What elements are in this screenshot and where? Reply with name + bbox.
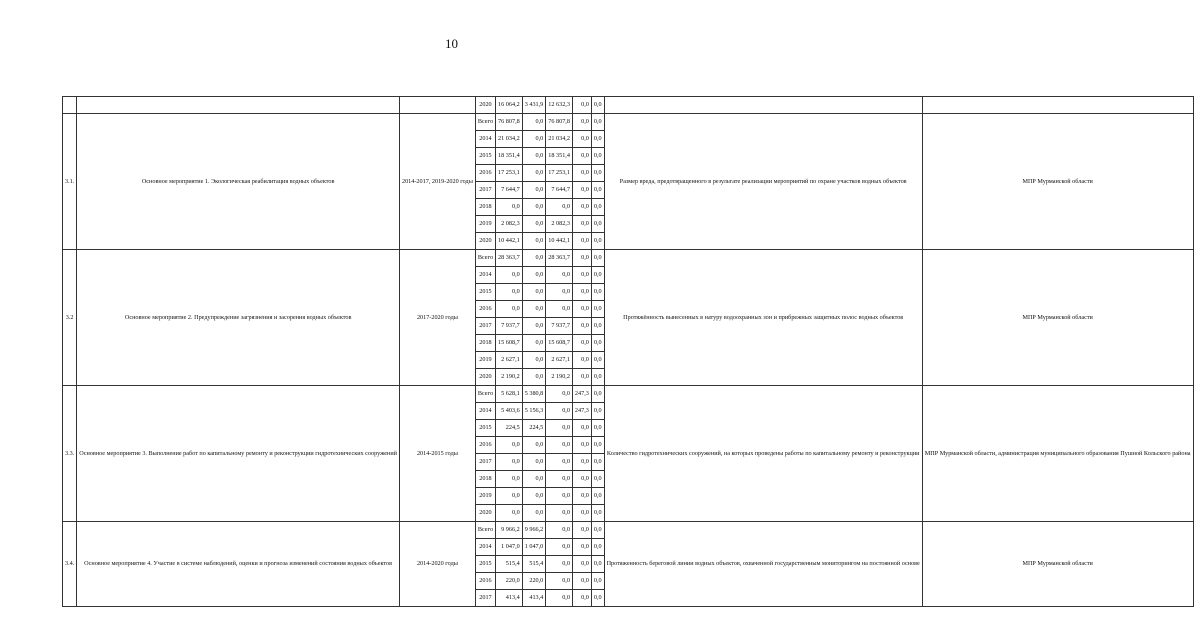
amount-cell: 0,0 bbox=[572, 352, 591, 369]
amount-cell: 0,0 bbox=[522, 250, 546, 267]
amount-cell: 0,0 bbox=[546, 590, 573, 607]
amount-cell: 5 380,8 bbox=[522, 386, 546, 403]
amount-cell: 515,4 bbox=[522, 556, 546, 573]
amount-cell: 17 253,1 bbox=[546, 165, 573, 182]
amount-cell: 7 644,7 bbox=[546, 182, 573, 199]
amount-cell: 0,0 bbox=[591, 403, 604, 420]
amount-cell: 15 608,7 bbox=[496, 335, 523, 352]
amount-cell: 7 937,7 bbox=[546, 318, 573, 335]
amount-cell: 0,0 bbox=[522, 318, 546, 335]
amount-cell: 0,0 bbox=[591, 420, 604, 437]
year-cell: 2018 bbox=[475, 471, 495, 488]
amount-cell: 0,0 bbox=[496, 267, 523, 284]
amount-cell: 0,0 bbox=[591, 301, 604, 318]
activity-name-cell: Основное мероприятие 3. Выполнение работ по капитальному ремонту и реконструкции гидротехнических сооружений bbox=[77, 386, 400, 522]
table-row bbox=[63, 522, 1194, 539]
amount-cell: 0,0 bbox=[522, 114, 546, 131]
year-cell: 2018 bbox=[475, 199, 495, 216]
period-cell: 2014-2015 годы bbox=[399, 386, 475, 522]
year-cell: 2016 bbox=[475, 437, 495, 454]
amount-cell: 0,0 bbox=[572, 233, 591, 250]
amount-cell: 0,0 bbox=[522, 148, 546, 165]
amount-cell: 0,0 bbox=[522, 352, 546, 369]
amount-cell: 0,0 bbox=[496, 471, 523, 488]
year-cell: 2017 bbox=[475, 590, 495, 607]
amount-cell: 0,0 bbox=[546, 539, 573, 556]
amount-cell: 0,0 bbox=[522, 335, 546, 352]
amount-cell: 0,0 bbox=[546, 471, 573, 488]
amount-cell: 0,0 bbox=[591, 250, 604, 267]
amount-cell: 0,0 bbox=[591, 148, 604, 165]
amount-cell: 0,0 bbox=[572, 318, 591, 335]
year-cell: 2016 bbox=[475, 165, 495, 182]
section-number-cell: 3.1. bbox=[63, 114, 77, 250]
amount-cell: 0,0 bbox=[591, 539, 604, 556]
amount-cell: 224,5 bbox=[522, 420, 546, 437]
table-row bbox=[63, 250, 1194, 267]
year-cell: Всего bbox=[475, 386, 495, 403]
period-cell: 2014-2020 годы bbox=[399, 522, 475, 607]
amount-cell: 0,0 bbox=[591, 284, 604, 301]
year-cell: 2017 bbox=[475, 182, 495, 199]
amount-cell: 0,0 bbox=[522, 369, 546, 386]
amount-cell: 0,0 bbox=[591, 165, 604, 182]
amount-cell: 0,0 bbox=[591, 386, 604, 403]
amount-cell: 7 937,7 bbox=[496, 318, 523, 335]
amount-cell: 0,0 bbox=[546, 403, 573, 420]
amount-cell: 18 351,4 bbox=[496, 148, 523, 165]
year-cell: 2020 bbox=[475, 505, 495, 522]
year-cell: Всего bbox=[475, 114, 495, 131]
amount-cell: 1 047,0 bbox=[522, 539, 546, 556]
amount-cell: 5 403,6 bbox=[496, 403, 523, 420]
amount-cell: 0,0 bbox=[522, 505, 546, 522]
amount-cell: 0,0 bbox=[591, 454, 604, 471]
amount-cell: 0,0 bbox=[591, 233, 604, 250]
amount-cell: 0,0 bbox=[546, 386, 573, 403]
amount-cell: 15 608,7 bbox=[546, 335, 573, 352]
amount-cell: 0,0 bbox=[591, 318, 604, 335]
amount-cell: 7 644,7 bbox=[496, 182, 523, 199]
amount-cell: 0,0 bbox=[496, 505, 523, 522]
amount-cell: 2 627,1 bbox=[546, 352, 573, 369]
amount-cell: 0,0 bbox=[522, 233, 546, 250]
amount-cell: 0,0 bbox=[591, 97, 604, 114]
amount-cell: 0,0 bbox=[591, 471, 604, 488]
amount-cell: 0,0 bbox=[572, 148, 591, 165]
amount-cell: 0,0 bbox=[522, 284, 546, 301]
table-row bbox=[63, 386, 1194, 403]
section-number-cell: 3.4. bbox=[63, 522, 77, 607]
year-cell: 2019 bbox=[475, 216, 495, 233]
amount-cell: 76 807,8 bbox=[496, 114, 523, 131]
amount-cell: 0,0 bbox=[522, 216, 546, 233]
amount-cell: 0,0 bbox=[522, 165, 546, 182]
year-cell: 2020 bbox=[475, 97, 495, 114]
amount-cell: 18 351,4 bbox=[546, 148, 573, 165]
amount-cell: 0,0 bbox=[572, 97, 591, 114]
amount-cell: 9 966,2 bbox=[496, 522, 523, 539]
section-number-cell: 3.3. bbox=[63, 386, 77, 522]
amount-cell: 0,0 bbox=[572, 284, 591, 301]
amount-cell: 2 082,3 bbox=[546, 216, 573, 233]
responsible-cell: МПР Мурманской области bbox=[922, 114, 1193, 250]
indicator-cell: Размер вреда, предотвращенного в результате реализации мероприятий по охране участков водных объектов bbox=[604, 114, 922, 250]
year-cell: 2014 bbox=[475, 131, 495, 148]
amount-cell: 0,0 bbox=[591, 488, 604, 505]
amount-cell: 0,0 bbox=[572, 131, 591, 148]
amount-cell: 0,0 bbox=[572, 267, 591, 284]
amount-cell: 0,0 bbox=[572, 573, 591, 590]
amount-cell: 0,0 bbox=[591, 114, 604, 131]
blank-cell bbox=[604, 97, 922, 114]
amount-cell: 0,0 bbox=[522, 488, 546, 505]
amount-cell: 0,0 bbox=[546, 199, 573, 216]
amount-cell: 0,0 bbox=[546, 488, 573, 505]
period-cell: 2014-2017, 2019-2020 годы bbox=[399, 114, 475, 250]
amount-cell: 2 082,3 bbox=[496, 216, 523, 233]
amount-cell: 0,0 bbox=[522, 471, 546, 488]
amount-cell: 0,0 bbox=[591, 369, 604, 386]
amount-cell: 0,0 bbox=[572, 488, 591, 505]
amount-cell: 10 442,1 bbox=[546, 233, 573, 250]
blank-cell bbox=[77, 97, 400, 114]
year-cell: 2016 bbox=[475, 301, 495, 318]
year-cell: 2019 bbox=[475, 352, 495, 369]
amount-cell: 0,0 bbox=[572, 522, 591, 539]
amount-cell: 0,0 bbox=[591, 437, 604, 454]
activity-name-cell: Основное мероприятие 1. Экологическая реабилитация водных объектов bbox=[77, 114, 400, 250]
amount-cell: 3 431,9 bbox=[522, 97, 546, 114]
blank-cell bbox=[63, 97, 77, 114]
amount-cell: 0,0 bbox=[522, 454, 546, 471]
amount-cell: 0,0 bbox=[522, 301, 546, 318]
year-cell: 2014 bbox=[475, 403, 495, 420]
amount-cell: 0,0 bbox=[572, 420, 591, 437]
amount-cell: 0,0 bbox=[572, 250, 591, 267]
amount-cell: 0,0 bbox=[572, 301, 591, 318]
amount-cell: 0,0 bbox=[546, 284, 573, 301]
responsible-cell: МПР Мурманской области bbox=[922, 522, 1193, 607]
amount-cell: 0,0 bbox=[591, 590, 604, 607]
amount-cell: 9 966,2 bbox=[522, 522, 546, 539]
amount-cell: 0,0 bbox=[546, 573, 573, 590]
amount-cell: 0,0 bbox=[572, 590, 591, 607]
amount-cell: 5 628,1 bbox=[496, 386, 523, 403]
amount-cell: 0,0 bbox=[591, 573, 604, 590]
amount-cell: 2 190,2 bbox=[496, 369, 523, 386]
amount-cell: 0,0 bbox=[572, 199, 591, 216]
amount-cell: 0,0 bbox=[496, 454, 523, 471]
amount-cell: 0,0 bbox=[572, 471, 591, 488]
period-cell: 2017-2020 годы bbox=[399, 250, 475, 386]
amount-cell: 0,0 bbox=[572, 335, 591, 352]
amount-cell: 17 253,1 bbox=[496, 165, 523, 182]
amount-cell: 0,0 bbox=[572, 539, 591, 556]
amount-cell: 0,0 bbox=[572, 114, 591, 131]
amount-cell: 21 034,2 bbox=[546, 131, 573, 148]
amount-cell: 515,4 bbox=[496, 556, 523, 573]
amount-cell: 220,0 bbox=[522, 573, 546, 590]
year-cell: 2014 bbox=[475, 539, 495, 556]
activity-name-cell: Основное мероприятие 2. Предупреждение загрязнения и засорения водных объектов bbox=[77, 250, 400, 386]
year-cell: 2017 bbox=[475, 318, 495, 335]
responsible-cell: МПР Мурманской области, администрация муниципального образования Пушной Кольского района bbox=[922, 386, 1193, 522]
amount-cell: 0,0 bbox=[572, 437, 591, 454]
indicator-cell: Протяженность береговой линии водных объектов, охваченной государственным мониторингом на постоянной основе bbox=[604, 522, 922, 607]
year-cell: 2016 bbox=[475, 573, 495, 590]
blank-cell bbox=[922, 97, 1193, 114]
amount-cell: 0,0 bbox=[496, 488, 523, 505]
amount-cell: 0,0 bbox=[522, 267, 546, 284]
amount-cell: 0,0 bbox=[546, 267, 573, 284]
year-cell: 2019 bbox=[475, 488, 495, 505]
year-cell: 2015 bbox=[475, 284, 495, 301]
amount-cell: 0,0 bbox=[546, 301, 573, 318]
amount-cell: 21 034,2 bbox=[496, 131, 523, 148]
amount-cell: 0,0 bbox=[572, 165, 591, 182]
amount-cell: 0,0 bbox=[496, 437, 523, 454]
section-number-cell: 3.2 bbox=[63, 250, 77, 386]
amount-cell: 0,0 bbox=[572, 505, 591, 522]
amount-cell: 0,0 bbox=[591, 216, 604, 233]
year-cell: Всего bbox=[475, 522, 495, 539]
page-number: 10 bbox=[445, 36, 458, 51]
year-cell: 2015 bbox=[475, 556, 495, 573]
amount-cell: 0,0 bbox=[522, 182, 546, 199]
amount-cell: 0,0 bbox=[546, 522, 573, 539]
amount-cell: 10 442,1 bbox=[496, 233, 523, 250]
amount-cell: 12 632,3 bbox=[546, 97, 573, 114]
amount-cell: 28 363,7 bbox=[496, 250, 523, 267]
amount-cell: 0,0 bbox=[591, 182, 604, 199]
amount-cell: 0,0 bbox=[572, 556, 591, 573]
amount-cell: 0,0 bbox=[522, 199, 546, 216]
amount-cell: 247,3 bbox=[572, 403, 591, 420]
year-cell: Всего bbox=[475, 250, 495, 267]
amount-cell: 0,0 bbox=[496, 284, 523, 301]
amount-cell: 28 363,7 bbox=[546, 250, 573, 267]
blank-cell bbox=[399, 97, 475, 114]
indicator-cell: Количество гидротехнических сооружений, на которых проведены работы по капитальному ремонту и реконструкции bbox=[604, 386, 922, 522]
amount-cell: 224,5 bbox=[496, 420, 523, 437]
amount-cell: 0,0 bbox=[522, 437, 546, 454]
amount-cell: 2 627,1 bbox=[496, 352, 523, 369]
amount-cell: 0,0 bbox=[572, 369, 591, 386]
amount-cell: 0,0 bbox=[522, 131, 546, 148]
amount-cell: 1 047,0 bbox=[496, 539, 523, 556]
amount-cell: 0,0 bbox=[546, 454, 573, 471]
amount-cell: 0,0 bbox=[496, 301, 523, 318]
amount-cell: 247,3 bbox=[572, 386, 591, 403]
responsible-cell: МПР Мурманской области bbox=[922, 250, 1193, 386]
amount-cell: 0,0 bbox=[546, 420, 573, 437]
amount-cell: 220,0 bbox=[496, 573, 523, 590]
amount-cell: 0,0 bbox=[591, 522, 604, 539]
amount-cell: 0,0 bbox=[591, 199, 604, 216]
amount-cell: 76 807,8 bbox=[546, 114, 573, 131]
amount-cell: 0,0 bbox=[591, 267, 604, 284]
indicator-cell: Протяжённость вынесенных в натуру водоохранных зон и прибрежных защитных полос водных объектов bbox=[604, 250, 922, 386]
amount-cell: 413,4 bbox=[496, 590, 523, 607]
amount-cell: 0,0 bbox=[591, 335, 604, 352]
amount-cell: 0,0 bbox=[572, 216, 591, 233]
year-cell: 2018 bbox=[475, 335, 495, 352]
amount-cell: 413,4 bbox=[522, 590, 546, 607]
year-cell: 2020 bbox=[475, 233, 495, 250]
amount-cell: 0,0 bbox=[591, 131, 604, 148]
activity-name-cell: Основное мероприятие 4. Участие в системе наблюдений, оценки и прогноза изменений состояния водных объектов bbox=[77, 522, 400, 607]
table-row bbox=[63, 97, 1194, 114]
table-row bbox=[63, 114, 1194, 131]
amount-cell: 0,0 bbox=[572, 182, 591, 199]
amount-cell: 0,0 bbox=[496, 199, 523, 216]
year-cell: 2017 bbox=[475, 454, 495, 471]
amount-cell: 0,0 bbox=[546, 505, 573, 522]
amount-cell: 0,0 bbox=[591, 505, 604, 522]
year-cell: 2020 bbox=[475, 369, 495, 386]
amount-cell: 16 064,2 bbox=[496, 97, 523, 114]
year-cell: 2014 bbox=[475, 267, 495, 284]
program-table bbox=[62, 96, 1194, 607]
amount-cell: 5 156,3 bbox=[522, 403, 546, 420]
amount-cell: 0,0 bbox=[572, 454, 591, 471]
amount-cell: 0,0 bbox=[546, 556, 573, 573]
amount-cell: 0,0 bbox=[591, 556, 604, 573]
amount-cell: 0,0 bbox=[546, 437, 573, 454]
year-cell: 2015 bbox=[475, 148, 495, 165]
amount-cell: 2 190,2 bbox=[546, 369, 573, 386]
year-cell: 2015 bbox=[475, 420, 495, 437]
amount-cell: 0,0 bbox=[591, 352, 604, 369]
